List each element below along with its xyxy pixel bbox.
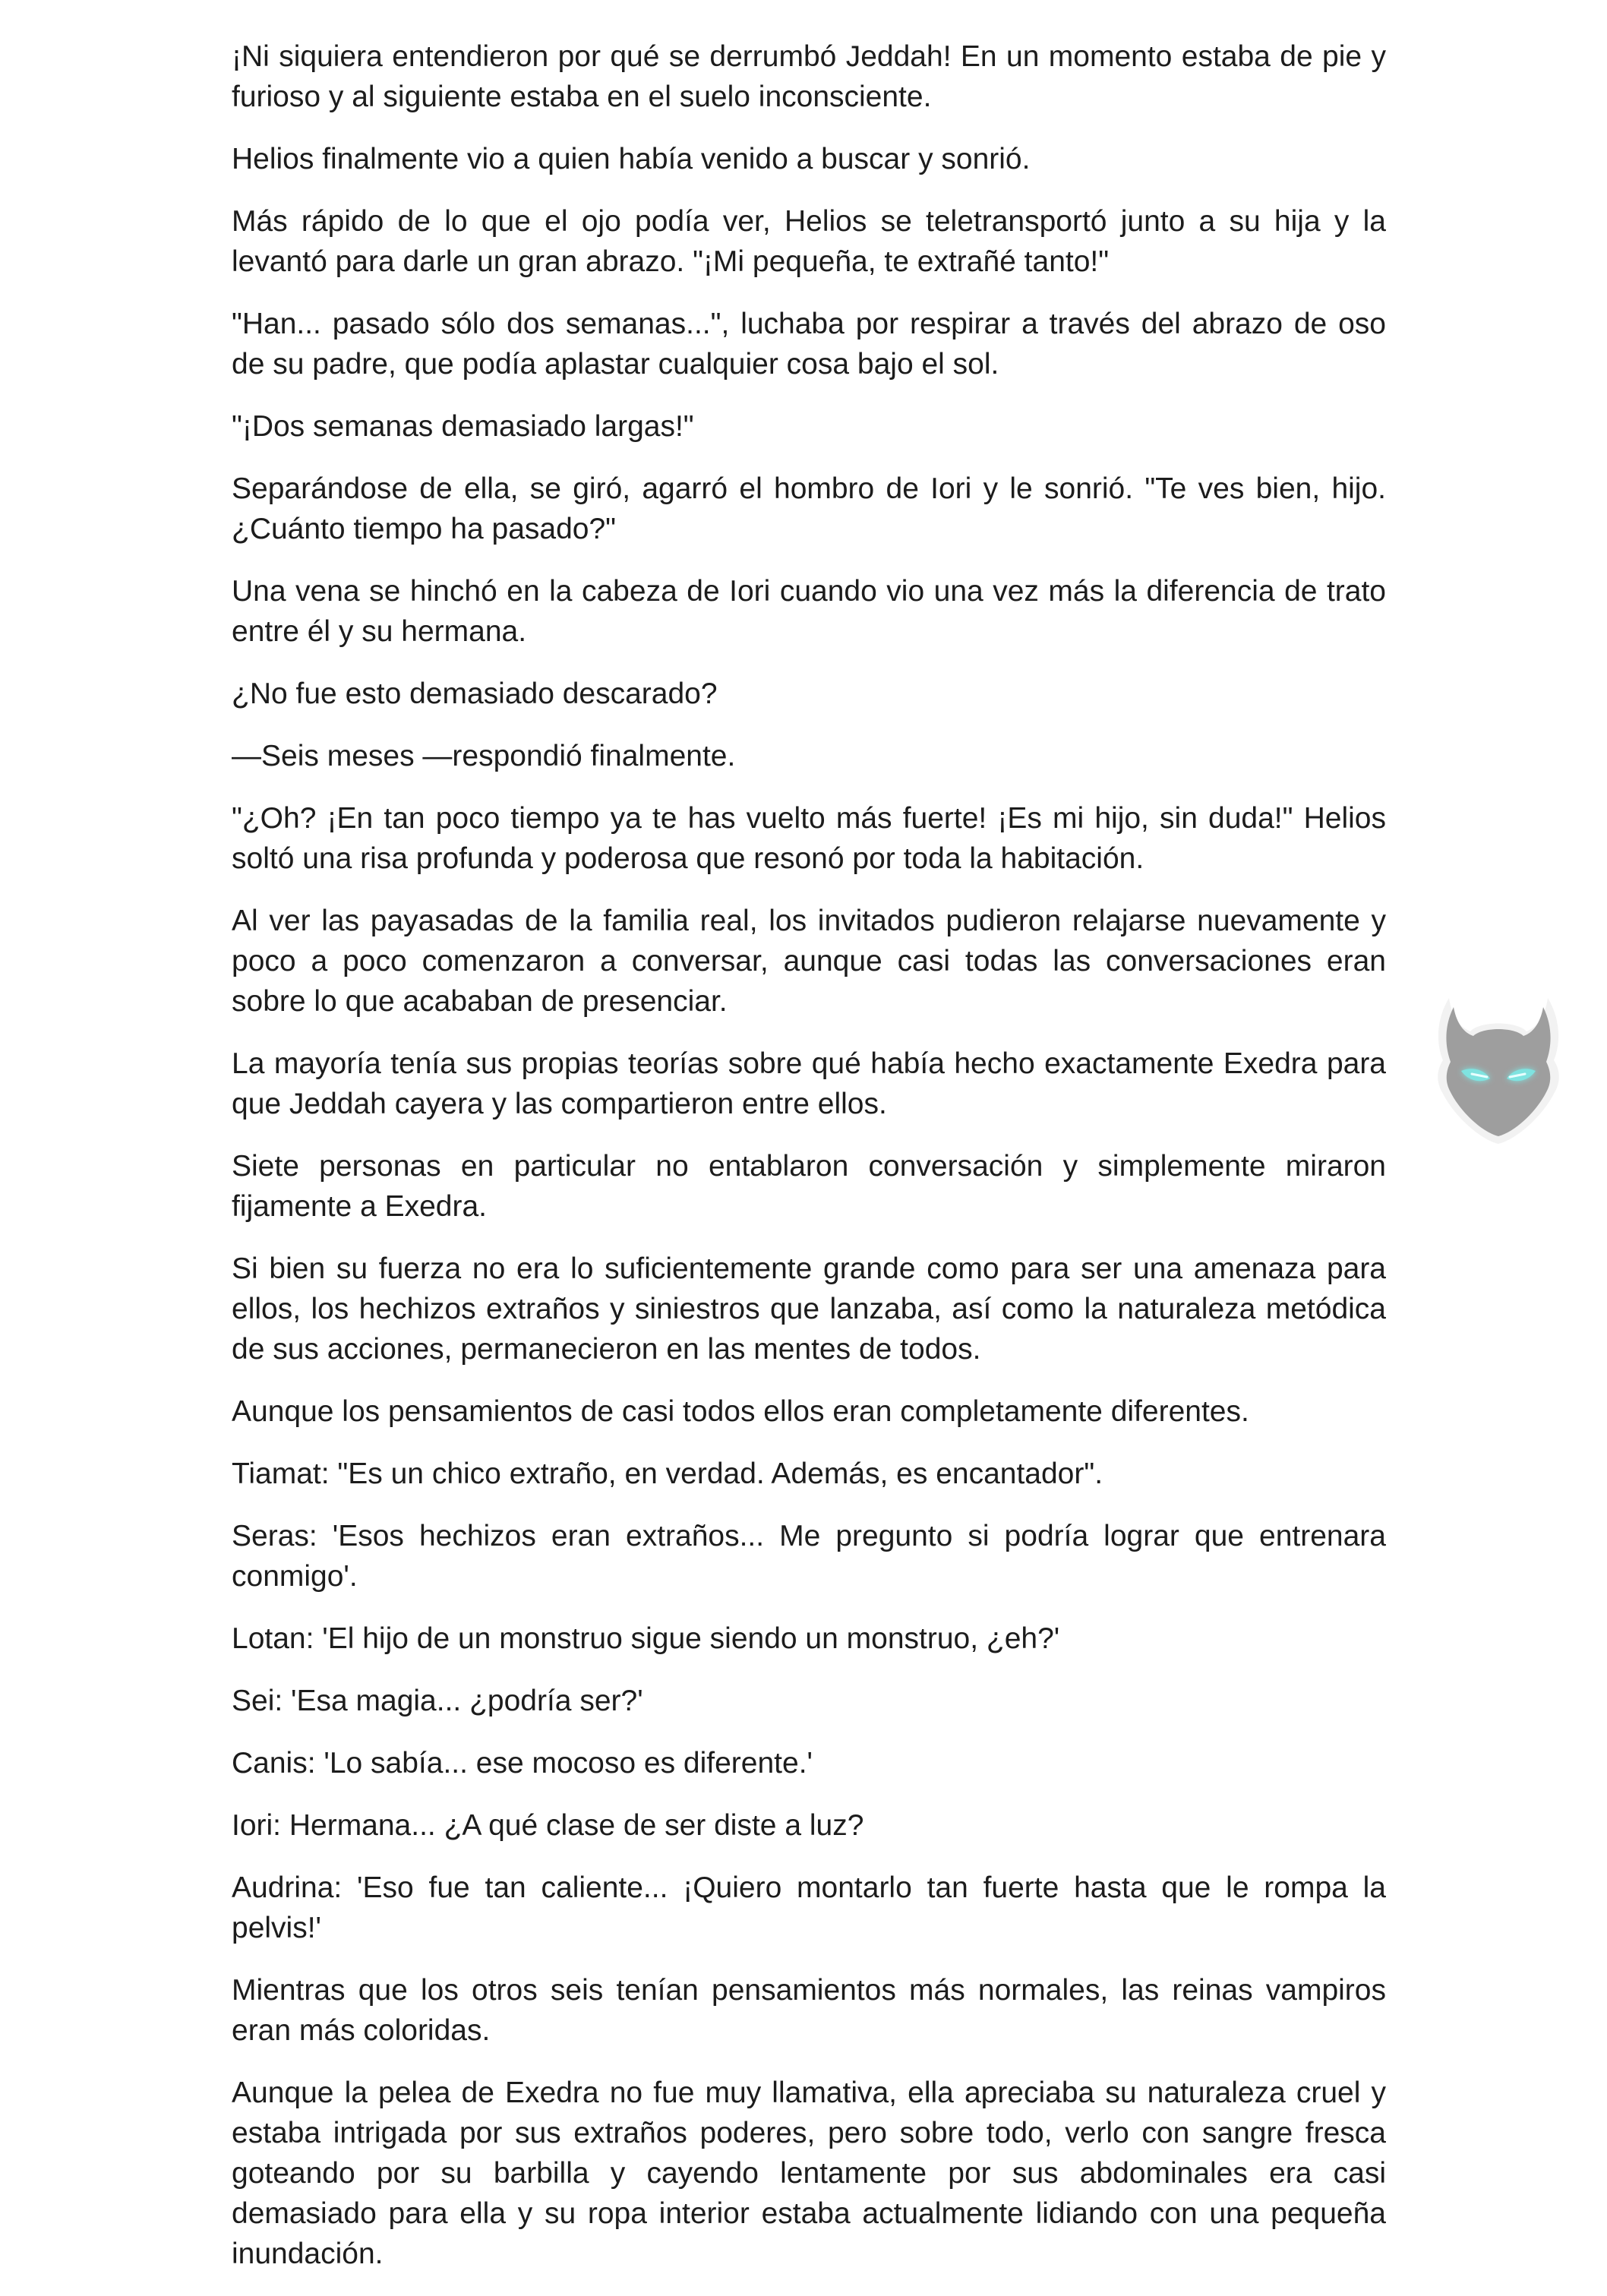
paragraph: Tiamat: "Es un chico extraño, en verdad. Además, es encantador". xyxy=(232,1458,1103,1490)
paragraph: Audrina: 'Eso fue tan caliente... ¡Quiero montarlo tan fuerte hasta que le rompa la pelvis!' xyxy=(232,1871,1386,1944)
paragraph: Aunque la pelea de Exedra no fue muy llamativa, ella apreciaba su naturaleza cruel y estaba intrigada por sus extraños poderes, pero sobre todo, verlo con sangre fresca goteando por su barbilla y cayendo lentamente por sus abdominales era casi demasiado para ella y su ropa interior estaba actualmente lidiando con una pequeña inundación. xyxy=(232,2077,1386,2270)
paragraph: Iori: Hermana... ¿A qué clase de ser diste a luz? xyxy=(232,1809,864,1842)
paragraph: Helios finalmente vio a quien había venido a buscar y sonrió. xyxy=(232,143,1031,175)
document-body xyxy=(232,36,1386,2296)
paragraph: La mayoría tenía sus propias teorías sobre qué había hecho exactamente Exedra para que Jeddah cayera y las compartieron entre ellos. xyxy=(232,1047,1386,1120)
paragraph: ¿No fue esto demasiado descarado? xyxy=(232,677,718,710)
paragraph: Siete personas en particular no entablaron conversación y simplemente miraron fijamente a Exedra. xyxy=(232,1150,1386,1223)
paragraph: Aunque los pensamientos de casi todos ellos eran completamente diferentes. xyxy=(232,1395,1249,1428)
paragraph: "¿Oh? ¡En tan poco tiempo ya te has vuelto más fuerte! ¡Es mi hijo, sin duda!" Helios soltó una risa profunda y poderosa que resonó por toda la habitación. xyxy=(232,802,1386,875)
paragraph: Lotan: 'El hijo de un monstruo sigue siendo un monstruo, ¿eh?' xyxy=(232,1622,1060,1655)
paragraph: "¡Dos semanas demasiado largas!" xyxy=(232,410,694,443)
paragraph: Si bien su fuerza no era lo suficientemente grande como para ser una amenaza para ellos, los hechizos extraños y siniestros que lanzaba, así como la naturaleza metódica de sus acciones, permanecieron en las mentes de todos. xyxy=(232,1252,1386,1366)
paragraph: Canis: 'Lo sabía... ese mocoso es diferente.' xyxy=(232,1747,813,1780)
paragraph: Más rápido de lo que el ojo podía ver, Helios se teletransportó junto a su hija y la levantó para darle un gran abrazo. "¡Mi pequeña, te extrañé tanto!" xyxy=(232,205,1386,278)
paragraph: ¡Ni siquiera entendieron por qué se derrumbó Jeddah! En un momento estaba de pie y furioso y al siguiente estaba en el suelo inconsciente. xyxy=(232,40,1386,113)
paragraph: —Seis meses —respondió finalmente. xyxy=(232,740,736,772)
paragraph: Seras: 'Esos hechizos eran extraños... Me pregunto si podría lograr que entrenara conmigo'. xyxy=(232,1520,1386,1593)
paragraph: "Han... pasado sólo dos semanas...", luchaba por respirar a través del abrazo de oso de su padre, que podía aplastar cualquier cosa bajo el sol. xyxy=(232,308,1386,381)
paragraph: Mientras que los otros seis tenían pensamientos más normales, las reinas vampiros eran más coloridas. xyxy=(232,1974,1386,2047)
paragraph: Al ver las payasadas de la familia real, los invitados pudieron relajarse nuevamente y poco a poco comenzaron a conversar, aunque casi todas las conversaciones eran sobre lo que acababan de presenciar. xyxy=(232,905,1386,1018)
paragraph: Separándose de ella, se giró, agarró el hombro de Iori y le sonrió. "Te ves bien, hijo. ¿Cuánto tiempo ha pasado?" xyxy=(232,472,1386,545)
paragraph: Sei: 'Esa magia... ¿podría ser?' xyxy=(232,1685,643,1717)
demon-head-icon xyxy=(1426,987,1571,1154)
paragraph: Una vena se hinchó en la cabeza de Iori cuando vio una vez más la diferencia de trato entre él y su hermana. xyxy=(232,575,1386,648)
